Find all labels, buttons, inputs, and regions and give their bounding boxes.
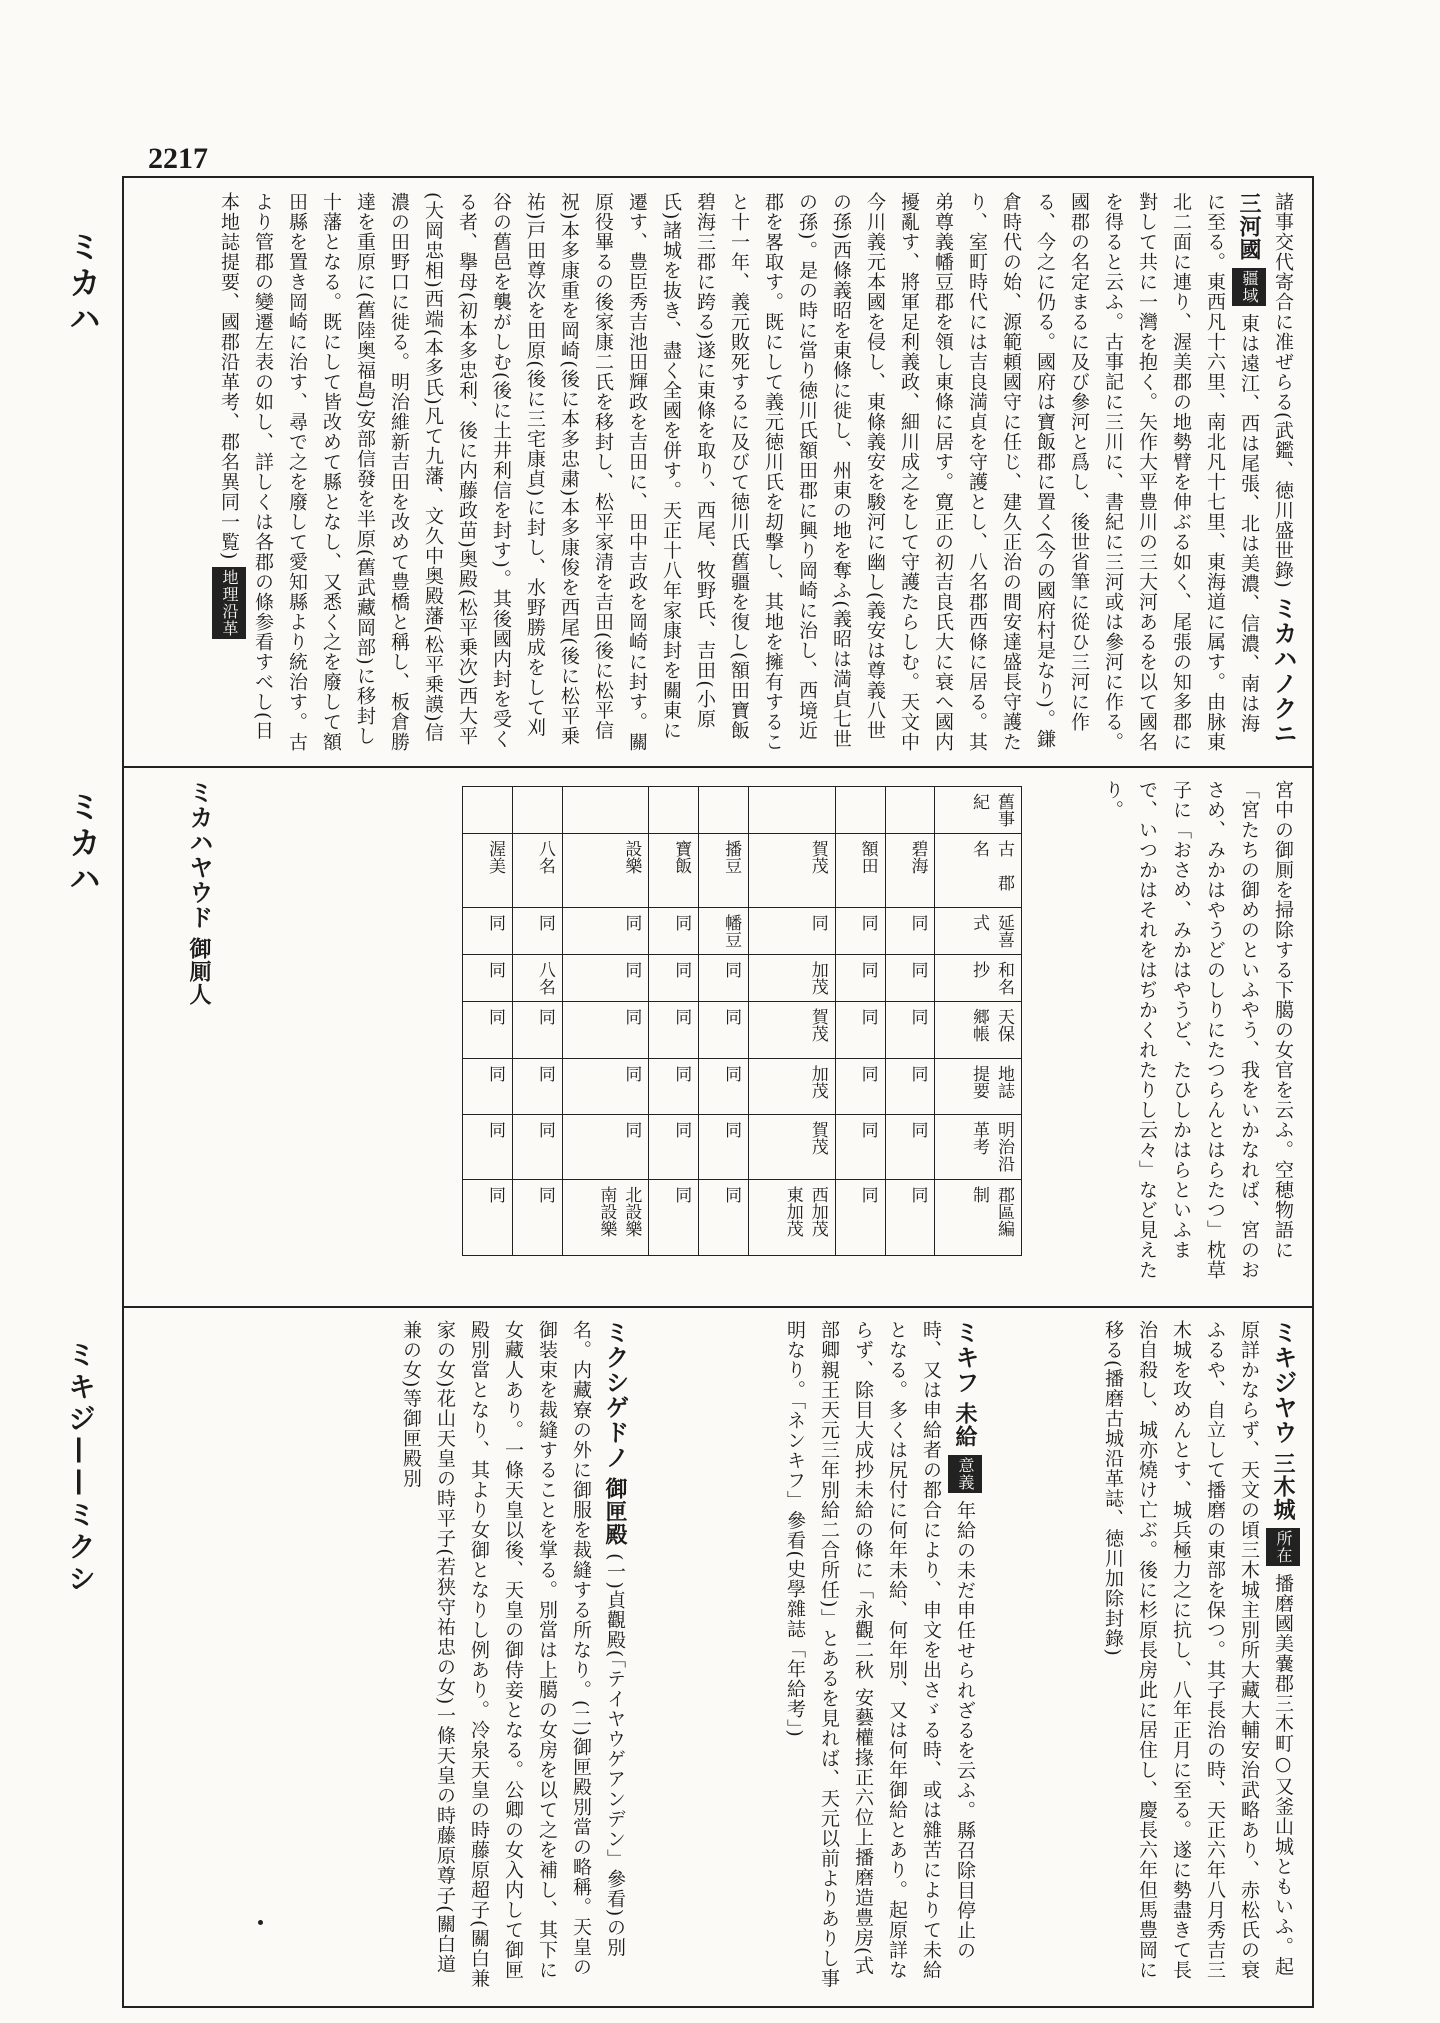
kanji-mikawa-koku: 三河國: [1236, 192, 1262, 261]
top-section-text: [218, 192, 1300, 752]
table-row: 設樂 同 同 同 同 同 北設樂 南設樂: [562, 787, 649, 1256]
table-row: 賀茂 同 加茂 賀茂 加茂 賀茂 西加茂 東加茂: [749, 787, 836, 1256]
middle-body-text: 宮中の御厠を掃除する下臈の女官を云ふ。空穂物語に「宮たちの御めのといふやう、我をいかなれば、宮のおさめ、みかはやうどのしりにたつらんとはらたつ」枕草子に「おさめ、みかはやうど、たひしかはらといふまで、いつかはそれをはぢかくれたりし云々」など見えたり。: [1102, 780, 1294, 1280]
table-row: 寶飯 同 同 同 同 同 同: [649, 787, 699, 1256]
side-tag-middle: ミカハ: [64, 790, 102, 898]
kanji-mikijou: 三木城: [1270, 1452, 1296, 1522]
label-box-location: 所在: [1266, 1528, 1300, 1566]
label-box-territory: 疆域: [1232, 268, 1266, 306]
table-row: 八名 同 八名 同 同 同 同: [512, 787, 562, 1256]
section-divider-top: [124, 766, 1312, 768]
table-stub: 舊事紀: [935, 787, 1022, 834]
middle-section-continuation: [1035, 780, 1300, 1280]
body-mikifu: 年給の未だ申任せられざるを云ふ。縣召除目停止の時、又は申給者の都合により、申文を出さゞる時、或は雜苦によりて未給となる。多くは尻付に何年未給、何年別、又は何年御給とあり。起原詳ならず、除目大成抄未給の條に「永觀二秋 安藝權掾正六位上播磨造豊房(式部卿親王天元三年別給二合所任)」とあるを見れば、天元以前よりありし事明なり。「ネンキフ」參看(史學雜誌「年給考」): [784, 1320, 976, 1989]
table-row: 播豆 幡豆 同 同 同 同 同: [699, 787, 749, 1256]
table-col-header: 和名抄: [935, 954, 1022, 1001]
table-row: 碧海 同 同 同 同 同 同: [885, 787, 935, 1256]
table-col-header: 天保郷帳: [935, 1002, 1022, 1058]
table-col-header: 郡區編制: [935, 1179, 1022, 1255]
table-col-header: 延喜式: [935, 907, 1022, 954]
table-col-header: 明治沿革考: [935, 1114, 1022, 1179]
top-body-text: 東は遠江、西は尾張、北は美濃、信濃、南は海に至る。東西凡十六里、南北凡十七里、東海道に属す。由脉東北二面に連り、渥美郡の地勢臂を伸ぶる如く、尾張の知多郡に對して共に一灣を抱く。矢作大平豊川の三大河あるを以て國名を得ると云ふ。古事記に三川に、書紀に三河或は參河に作る。國郡の名定まるに及び參河と爲し、後世省筆に從ひ三河に作る、今之に仍る。國府は寶飯郡に置く(今の國府村是なり)。鎌倉時代の始、源範頼國守に任じ、建久正治の間安達盛長守護たり、室町時代には吉良満貞を守護とし、八名郡西條に居る。其弟尊義幡豆郡を領し東條に居す。寛正の初吉良氏大に衰へ國内擾亂す、將軍足利義政、細川成之をして守護たらしむ。天文中今川義元本國を侵し、東條義安を駿河に幽し(義安は尊義八世の孫)西條義昭を東條に徙し、州東の地を奪ふ(義昭は満貞七世の孫)。是の時に當り徳川氏額田郡に興り岡崎に治し、西境近郡を畧取す。既にして義元徳川氏を刧撃し、其地を擁有すること十一年、義元敗死するに及びて徳川氏舊疆を復し(額田寶飯碧海三郡に跨る)遂に東條を取り、西尾、牧野氏、吉田(小原氏)諸城を抜き、盡く全國を併す。天正十八年家康封を關東に遷す、豊臣秀吉池田輝政を吉田に、田中吉政を岡崎に封す。關原役畢るの後家康二氏を移封し、松平家清を吉田(後に松平信祝)本多康重を岡崎(後に本多忠粛)本多康俊を西尾(後に松平乗祐)戸田尊次を田原(後に三宅康貞)に封し、水野勝成をして刈谷の舊邑を襲がしむ(後に土井利信を封す)。其後國内封を受くる者、擧母(初本多忠利、後に内藤政苗)奥殿(松平乗次)西大平(大岡忠相)西端(本多氏)凡て九藩、文久中奥殿藩(松平乗謨)信濃の田野口に徙る。明治維新吉田を改めて豊橋と稱し、板倉勝達を重原に(舊陸奥福島)安部信發を半原(舊武藏岡部)に移封し十藩となる。既にして皆改めて縣となし、又悉く之を廢して額田縣を置き岡崎に治す、尋で之を廢して愛知縣より統治す。古より管郡の變遷左表の如し、詳しくは各郡の條参看すべし(日本地誌提要、國郡沿革考、郡名異同一覧): [218, 192, 1260, 752]
page-frame: [122, 176, 1314, 2008]
side-tag-top: ミカハ: [64, 230, 102, 338]
label-box-meaning: 意義: [948, 1455, 982, 1493]
section-divider-bottom: [124, 1306, 1312, 1308]
top-pre-text: 諸事交代寄合に准ぜらる(武鑑、徳川盛世錄): [1272, 192, 1294, 589]
kanji-mikifu: 未給: [952, 1402, 978, 1449]
kanji-mikawayaudo: 御厠人: [186, 937, 212, 1007]
table-col-header: 地誌提要: [935, 1058, 1022, 1114]
page-number: 2217: [148, 142, 208, 175]
entry-mikushigedono: [142, 1320, 632, 1990]
table-row: 渥美 同 同 同 同 同 同: [463, 787, 513, 1256]
body-mikushigedono: (一)貞觀殿(「テイヤウゲアンデン」參看)の別名。内藏寮の外に御服を裁縫する所なり。(二)御匣殿別當の略稱。天皇の御装束を裁縫することを掌る。別當は上臈の女房を以て之を補し、其下に女藏人あり。一條天皇以後、天皇の御侍妾となる。公卿の女入内して御匣殿別當となり、其より女御となりし例あり。冷泉天皇の時藤原超子(關白兼家の女)花山天皇の時平子(若狭守祐忠の女)一條天皇の時藤原尊子(關白道兼の女)等御匣殿別: [400, 1320, 626, 1989]
label-box-origin: 地理沿革: [212, 567, 246, 639]
headword-mikawayaudo: ミカハヤウド: [185, 780, 213, 930]
headword-mikushigedono: ミクシゲドノ: [601, 1320, 629, 1470]
headword-mikawa-no-kuni: ミカハノクニ: [1269, 595, 1297, 746]
headword-mikifu: ミキフ: [951, 1320, 979, 1395]
entry-mikifu: [652, 1320, 982, 1990]
entry-mikijou: [1000, 1320, 1300, 1990]
body-mikijou: 播磨國美嚢郡三木町○又釜山城ともいふ。起原詳かならず、天文の頃三木城主別所大藏大輔安治武略あり、赤松氏の衰ふるや、自立して播磨の東部を保つ。其子長治の時、天正六年八月秀吉三木城を攻めんとす、城兵極力之に抗し、八年正月に至る。遂に勢盡きて長治自殺し、城亦燒け亡ぶ。後に杉原長房此に居住し、慶長六年但馬豊岡に移る(播磨古城沿革誌、徳川加除封錄): [1102, 1320, 1294, 1980]
ink-dot: [258, 1920, 263, 1925]
side-tag-bottom: ミキジ——ミクシ: [64, 1340, 97, 1596]
kanji-mikushigedono: 御匣殿: [602, 1477, 628, 1547]
headword-mikijou: ミキジヤウ: [1269, 1320, 1297, 1445]
district-table: [462, 786, 1022, 1256]
table-col-header: 古 郡 名: [935, 834, 1022, 907]
table-row: 額田 同 同 同 同 同 同: [835, 787, 885, 1256]
entry-mikawayaudo: [134, 780, 216, 1280]
